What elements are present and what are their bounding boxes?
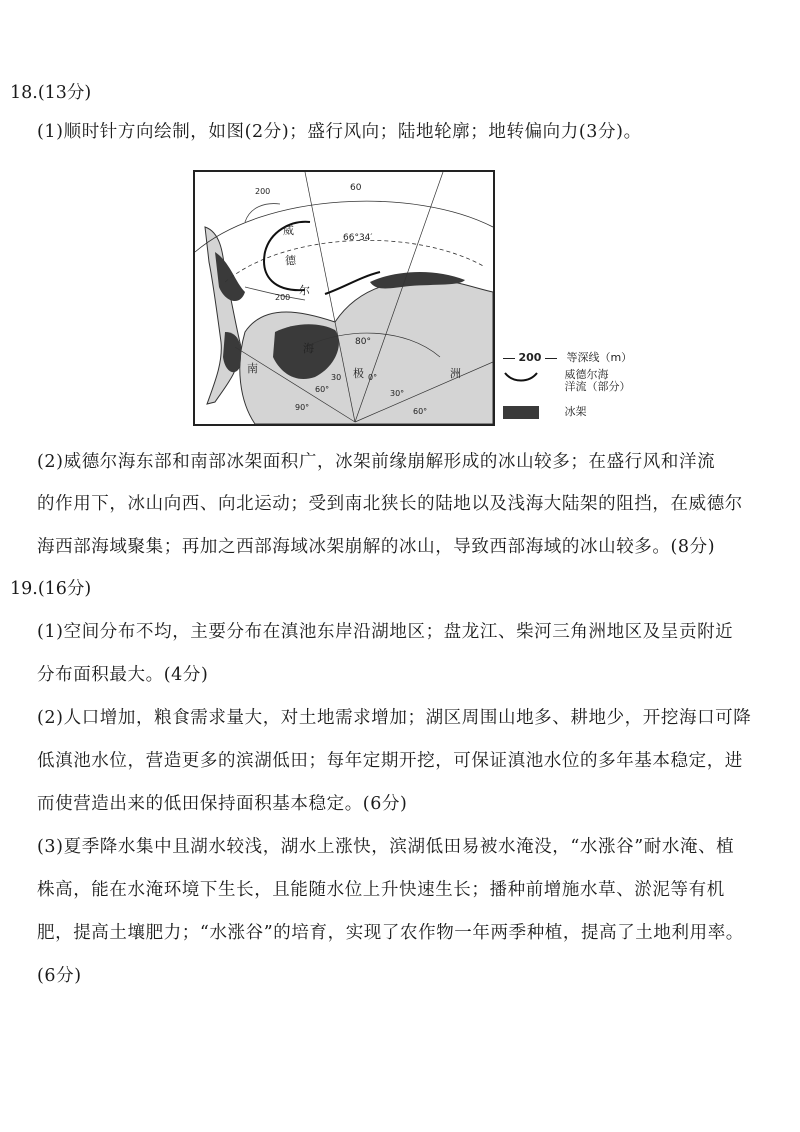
q18-part1: (1)顺时针方向绘制，如图(2分)；盛行风向；陆地轮廓；地转偏向力(3分)。 <box>37 122 642 142</box>
legend-isobath-row <box>503 349 632 365</box>
map-legend <box>503 345 663 425</box>
zhou-label: 洲 <box>450 367 461 380</box>
q19-part3-line4: (6分) <box>37 966 82 986</box>
legend-current-label-1: 威德尔海 <box>564 368 609 381</box>
q19-part2-line1: (2)人口增加，粮食需求量大，对土地需求增加；湖区周围山地多、耕地少，开挖海口可降 <box>37 708 752 728</box>
wei-label: 威 <box>283 224 294 237</box>
lon-30e-label: 30° <box>390 389 405 398</box>
de-label: 德 <box>285 254 296 267</box>
legend-ice-row <box>503 403 587 419</box>
q18-part2-line1: (2)威德尔海东部和南部冰架面积广，冰架前缘崩解形成的冰山较多；在盛行风和洋流 <box>37 452 716 472</box>
legend-isobath-label: 等深线（m） <box>566 351 633 364</box>
q18-part2-line2: 的作用下，冰山向西、向北运动；受到南北狭长的陆地以及浅海大陆架的阻挡，在威德尔 <box>37 494 743 514</box>
q19-part2-line2: 低滇池水位，营造更多的滨湖低田；每年定期开挖，可保证滇池水位的多年基本稳定，进 <box>37 751 743 771</box>
lon-30-label-a: 30 <box>331 373 342 382</box>
q18-header: 18.(13分) <box>10 83 92 103</box>
q19-part2-line3: 而使营造出来的低田保持面积基本稳定。(6分) <box>37 794 408 814</box>
ice-shelf-swatch-icon <box>503 406 539 419</box>
lon-60-label: 60° <box>315 385 330 394</box>
q19-header: 19.(16分) <box>10 579 92 599</box>
lat-6634-label: 66°34′ <box>343 233 373 243</box>
legend-ice-label: 冰架 <box>564 405 587 418</box>
map-svg <box>195 172 493 424</box>
lon-0-label: 0° <box>368 373 378 382</box>
q19-part3-line2: 株高，能在水淹环境下生长，且能随水位上升快速生长；播种前增施水草、淤泥等有机 <box>37 880 725 900</box>
isobath-200-label-a: 200 <box>255 187 271 196</box>
q19-part1-line2: 分布面积最大。(4分) <box>37 665 209 685</box>
weddell-sea-map <box>193 170 495 426</box>
q19-part1-line1: (1)空间分布不均，主要分布在滇池东岸沿湖地区；盘龙江、柴河三角洲地区及呈贡附近 <box>37 622 734 642</box>
lat-80-label: 80° <box>355 337 371 347</box>
lat-60-label: 60 <box>350 183 362 193</box>
legend-current-label-2: 洋流（部分） <box>564 380 631 393</box>
q19-part3-line1: (3)夏季降水集中且湖水较浅，湖水上涨快，滨湖低田易被水淹没，“水涨谷”耐水淹、植 <box>37 837 735 857</box>
er-label: 尔 <box>299 284 310 297</box>
nan-label: 南 <box>247 362 258 375</box>
hai-label: 海 <box>303 342 314 355</box>
lon-90-label: 90° <box>295 403 310 412</box>
lon-60e-label: 60° <box>413 407 428 416</box>
current-arrow-icon <box>503 369 539 383</box>
legend-isobath-value: 200 <box>518 351 542 364</box>
legend-current-row <box>503 369 631 393</box>
isobath-200-label-b: 200 <box>275 293 291 302</box>
q18-part2-line3: 海西部海域聚集；再加之西部海域冰架崩解的冰山，导致西部海域的冰山较多。(8分) <box>37 537 716 557</box>
ji-label: 极 <box>353 367 364 380</box>
q19-part3-line3: 肥，提高土壤肥力；“水涨谷”的培育，实现了农作物一年两季种植，提高了土地利用率。 <box>37 923 744 943</box>
